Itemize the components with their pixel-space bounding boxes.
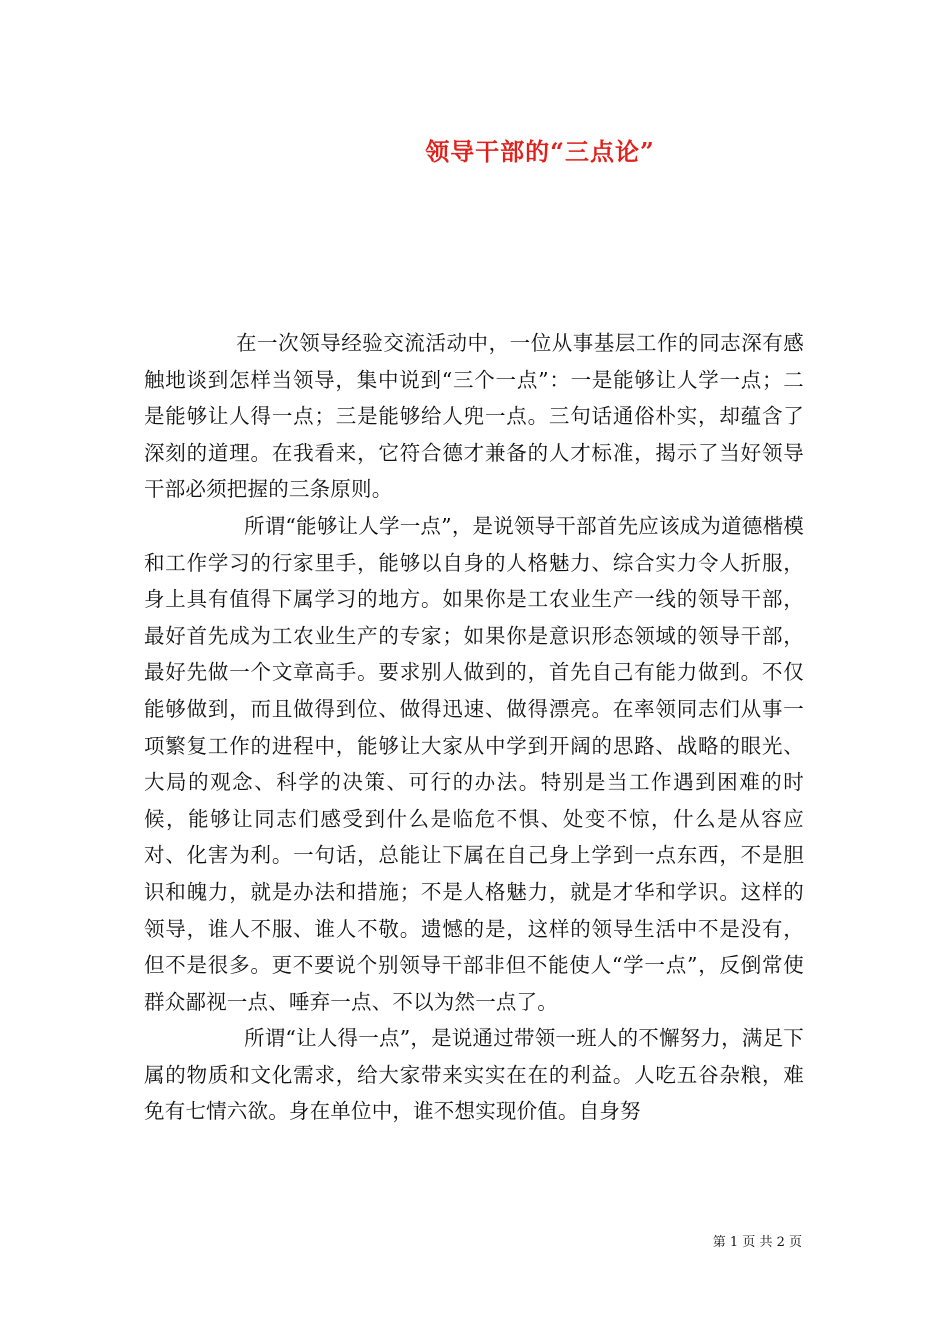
paragraph-2: 所谓“能够让人学一点”，是说领导干部首先应该成为道德楷模和工作学习的行家里手，能够以自身的人格魅力、综合实力令人折服，身上具有值得下属学习的地方。如果你是工农业生产一线的领导干部，最好首先成为工农业生产的专家；如果你是意识形态领域的领导干部，最好先做一个文章高手。要求别人做到的，首先自己有能力做到。不仅能够做到，而且做得到位、做得迅速、做得漂亮。在率领同志们从事一项繁复工作的进程中，能够让大家从中学到开阔的思路、战略的眼光、大局的观念、科学的决策、可行的办法。特别是当工作遇到困难的时候，能够让同志们感受到什么是临危不惧、处变不惊，什么是从容应对、化害为利。一句话，总能让下属在自己身上学到一点东西，不是胆识和魄力，就是办法和措施；不是人格魅力，就是才华和学识。这样的领导，谁人不服、谁人不敬。遗憾的是，这样的领导生活中不是没有，但不是很多。更不要说个别领导干部非但不能使人“学一点”，反倒常使群众鄙视一点、唾弃一点、不以为然一点了。 xyxy=(144,513,804,1014)
page-number-footer: 第 1 页 共 2 页 xyxy=(712,1235,802,1250)
paragraph-3: 所谓“让人得一点”，是说通过带领一班人的不懈努力，满足下属的物质和文化需求，给大家带来实实在在的利益。人吃五谷杂粮，难免有七情六欲。身在单位中，谁不想实现价值。自身努 xyxy=(144,1026,804,1124)
document-body xyxy=(144,325,804,1130)
document-title: 领导干部的“三点论” xyxy=(425,137,655,166)
paragraph-1: 在一次领导经验交流活动中，一位从事基层工作的同志深有感触地谈到怎样当领导，集中说到“三个一点”：一是能够让人学一点；二是能够让人得一点；三是能够给人兜一点。三句话通俗朴实，却蕴含了深刻的道理。在我看来，它符合德才兼备的人才标准，揭示了当好领导干部必须把握的三条原则。 xyxy=(144,331,804,502)
